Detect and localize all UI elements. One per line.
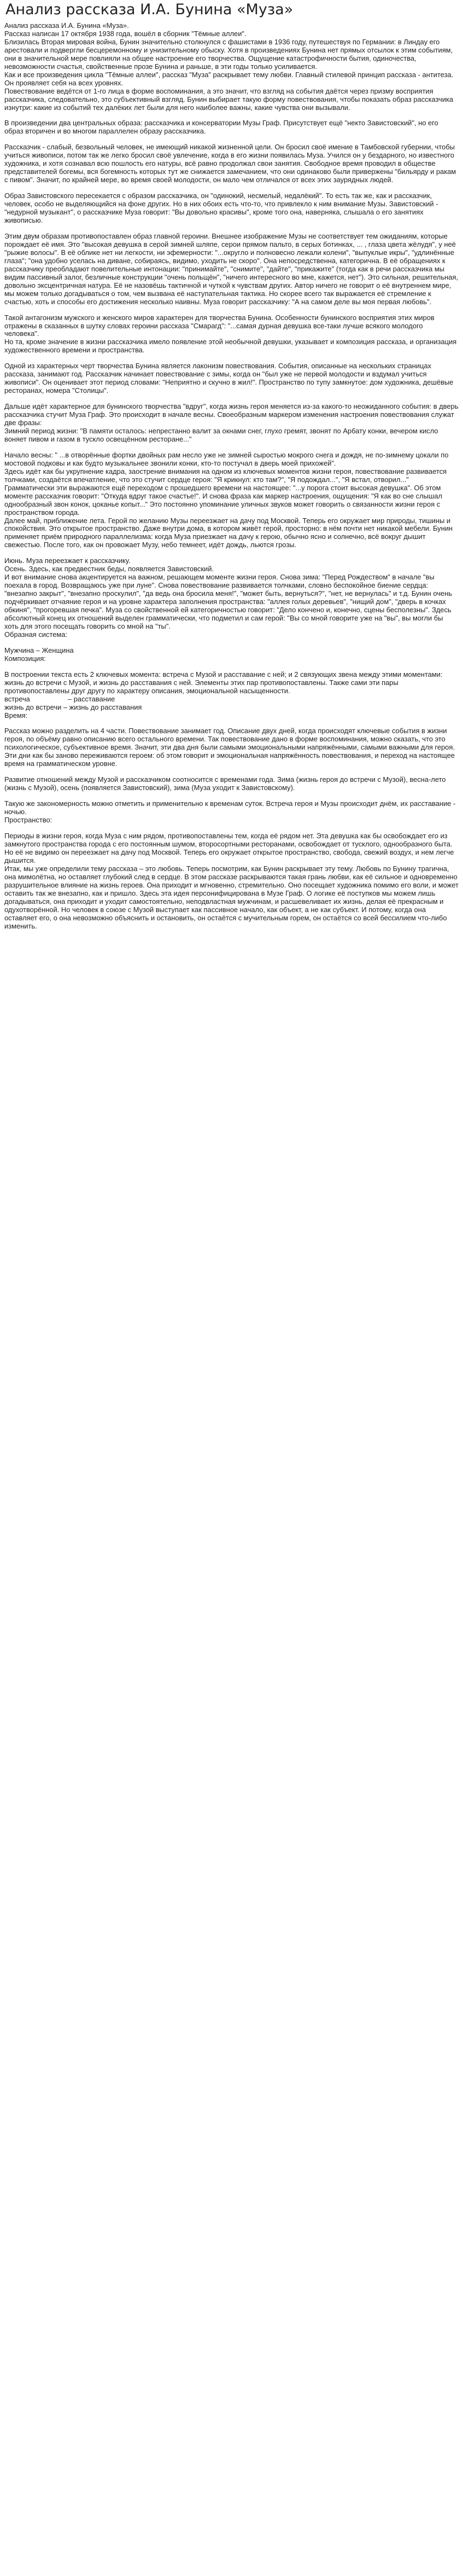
paragraph bbox=[4, 233, 459, 306]
text-line: жизнь до встречи – жизнь до расставания bbox=[4, 703, 142, 711]
text-line: Образ Завистовского пересекается с образом рассказчика, он "одинокий, несмелый, недалёкий". То есть так же, как и рассказчик, человек, особо не выделяющийся на фоне других. Но в них обоих есть что-то, что привлекло к ним внимание Музы. Завистовский - "недурной музыкант", о рассказчике Муза говорит: "Вы довольно красивы", кроме того она, наверняка, слышала о его занятиях живописью. bbox=[4, 192, 438, 225]
paragraph bbox=[4, 557, 459, 639]
article-body bbox=[4, 22, 459, 930]
text-line: Дальше идёт характерное для бунинского творчества "вдруг", когда жизнь героя меняется из-за какого-то неожиданного события: в дверь рассказчика стучит Муза Граф. Это происходит в начале весны. Своеобразным маркером изменения настроения повествования служат две фразы: bbox=[4, 402, 459, 427]
text-line: Осень. Здесь, как предвестник беды, появляется Завистовский. bbox=[4, 565, 214, 573]
text-line: Анализ рассказа И.А. Бунина «Муза». bbox=[4, 21, 129, 30]
text-line: Итак, мы уже определили тему рассказа – это любовь. Теперь посмотрим, как Бунин раскрывает эту тему. Любовь по Бунину трагична, она мимолётна, но оставляет глубокий след в сердце. В этом рассказе раскрываются такая грань любви, как её сильное и одновременно разрушительное влияние на жизнь героев. Она приходит и мгновенно, стремительно. Оно посещает художника помимо его воли, и может оставить так же внезапно, как и пришло. Здесь эта идея персонифицирована в Музе Граф. О логике её поступков мы можем лишь догадываться, она приходит и уходит самостоятельно, неподвластная мужчинам, и расшевеливает их жизнь, делая её прекрасным и одухотворённой. Но человек в союзе с Музой выступает как пассивное начало, как объект, а не как субъект. И потому, когда она оставляет его, о она невозможно объяснить и остановить, он остаётся с мучительным горем, он остаётся со всей бессилием что-либо изменить. bbox=[4, 864, 459, 930]
text-line: Этим двум образам противопоставлен образ главной героини. Внешнее изображение Музы не соответствует тем ожиданиям, которые порождает её имя. Это "высокая девушка в серой зимней шляпе, серои прямом пальто, в серых ботинках, ... , глаза цвета жёлудя", у неё "рыжие волосы". В её облике нет ни легкости, ни эфемерности: "...округло и полновесно лежали колени", "выпуклые икры", "удлинённые глаза"; "она удобно уселась на диване, собираясь, видимо, уходить не скоро". Она непосредственна, категорична. В её обращениях к рассказчику преобладают повелительные интонации: "принимайте", "снимите", "дайте", "прикажите" (тогда как в речи рассказчика мы видим пассивный залог, безличные конструкции "очень польщён", "ничего интересного во мне, кажется, нет"). Это сильная, решительная, довольно эксцентричная натура. Её не назовёшь тактичной и чуткой к чувствам других. Автор ничего не говорит о её внутреннем мире, мы можем только догадываться о том, чем вызвана её наступательная тактика. Но скорее всего так выражается её стремление к счастью, хоть и способы его достижения несколько наивны. Муза говорит рассказчику: "А на самом деле вы моя первая любовь". bbox=[4, 231, 458, 306]
paragraph bbox=[4, 451, 459, 549]
text-line: Рассказ написан 17 октября 1938 года, вошёл в сборник "Тёмные аллеи". bbox=[4, 29, 247, 38]
text-line: И вот внимание снова акцентируется на важном, решающем моменте жизни героя. Снова зима: "Перед Рождеством" в начале "вы поехала в город. Возвращаюсь уже при луне". Снова повествование развивается толчками, словно беспокойное биение сердца: "внезапно закрыт", "внезапно проскулил", "да ведь она бросила меня!", "может быть, вернуться?", "нет, не вернулась" и т.д. Бунин очень подчёркивает отчаяние героя и на уровне характера заполнения пространства: "аллея голых деревьев", "нищий дом", "дверь в кочках обкиня", "прогоревшая печка". Муза со свойственной ей категоричностью говорит: "Дело кончено и, конечно, сцены бесполезны". Здесь абсолютный конец их отношений выделен грамматически, что подметил и сам герой: "Вы со мной говорите уже на "вы", вы могли бы хоть для этого посещать говорить со мной на "ты". bbox=[4, 573, 452, 630]
text-line: Периоды в жизни героя, когда Муза с ним рядом, противопоставлены тем, когда её рядом нет. Эта девушка как бы освобождает его из замкнутого пространства города с его постоянным шумом, второсортными ресторанами, освобождает от тусклого, однообразного быта. Но её не видимо он переезжает на дачу под Москвой. Теперь его окружает открытое пространство, свобода, свежий воздух, и нем легче дышится. bbox=[4, 832, 454, 865]
text-line: В построении текста есть 2 ключевых момента: встреча с Музой и расставание с ней; и 2 связующих звена между этими моментами: жизнь до встречи с Музой, и жизнь до расставания с ней. Элементы этих пар противопоставлены. Также сами эти пары противопоставлены друг другу по характеру описания, эмоциональной насыщенности. bbox=[4, 670, 443, 695]
text-line: встреча – расставание bbox=[4, 694, 115, 703]
paragraph bbox=[4, 119, 459, 136]
text-line: В произведении два центральных образа: рассказчика и консерватории Музы Граф. Присутствует ещё "некто Завистовский", но его образ вторичен и во многом параллелен образу рассказчика. bbox=[4, 119, 438, 136]
text-line: Такой антагонизм мужского и женского миров характерен для творчества Бунина. Особенности бунинского восприятия этих миров отражены в сказанных в шутку словах героини рассказа "Смарагд": "...самая дурная девушка все-таки лучше всякого молодого человека". bbox=[4, 313, 435, 338]
text-line: Но та, кроме значение в жизни рассказчика имело появление этой необычной девушки, указывает и композиция рассказа, и организация художественного времени и пространства. bbox=[4, 338, 457, 355]
text-line: Как и все произведения цикла "Тёмные аллеи", рассказ "Муза" раскрывает тему любви. Главный стилевой принцип рассказа - антитеза. Он проявляет себя на всех уровнях. bbox=[4, 70, 454, 87]
text-line: Июнь. Муза переезжает к рассказчику. bbox=[4, 556, 131, 565]
text-line: Далее май, приближение лета. Герой по желанию Музы переезжает на дачу под Москвой. Теперь его окружает мир природы, тишины и спокойствия. Это открытое пространство. Даже внутри дома, в котором живёт герой, просторно: в нём почти нет никакой мебели. Бунин применяет приём природного параллелизма: когда Муза приезжает на дачу к герою, обычно ясно и солнечно, всё вокруг дышит свежестью. После того, как он провожает Музу, небо темнеет, идёт дождь, льются грозы. bbox=[4, 516, 453, 549]
article bbox=[0, 0, 463, 930]
text-line: Развитие отношений между Музой и рассказчиком соотносится с временами года. Зима (жизнь героя до встречи с Музой), весна-лето (жизнь с Музой), осень (появляется Завистовский), зима (Муза уходит к Завистовскому). bbox=[4, 775, 446, 792]
text-line: Рассказчик - слабый, безвольный человек, не имеющий никакой жизненной цели. Он бросил своё имение в Тамбовской губернии, чтобы учиться живописи, потом так же легко бросил своё увлечение, когда в его жизни появилась Муза. Учился он у бездарного, но известного художника, и хотя сознавал всю пошлость его натуры, всё равно продолжал свои занятия. Свободное время проводил в обществе представителей богемы, вся богемность которых тут же снижается замечанием, что они одинаково были привержены "бильярду и ракам с пивом". Значит, по крайней мере, во время своей молодости, он мало чем отличался от всех этих заурядных людей. bbox=[4, 143, 456, 184]
paragraph bbox=[4, 143, 459, 184]
text-line: Композиция: bbox=[4, 654, 46, 663]
paragraph bbox=[4, 727, 459, 768]
text-line: Пространство: bbox=[4, 816, 52, 825]
paragraph bbox=[4, 22, 459, 112]
paragraph bbox=[4, 403, 459, 444]
paragraph bbox=[4, 776, 459, 792]
text-line: Здесь идёт как бы укрупнение кадра, заострение внимания на одном из ключевых моментов жизни героя, повествование развивается толчками, создаётся впечатление, что это стучит сердце героя: "Я крикнул: кто там?", "Я подождал...", "Я встал, отворил..." Грамматически эти выражаются ещё переходом с прошедшего времени на настоящее: "...у порога стоит высокая девушка". Об этом моменте рассказчик говорит: "Откуда вдруг такое счастье!". И снова фраза как маркер настроения, ощущения: "Я как во сне слышал однообразный звон конок, цоканье копыт..." Это постоянно упоминание уличных звуков может говорить о связанности жизни героя с пространством города. bbox=[4, 467, 447, 517]
text-line: Мужчина – Женщина bbox=[4, 646, 74, 654]
text-line: Такую же закономерность можно отметить и применительно к временам суток. Встреча героя и Музы происходит днём, их расставание - ночью. bbox=[4, 799, 456, 816]
paragraph bbox=[4, 832, 459, 930]
text-line: Начало весны: " ...в отворённые фортки двойных рам несло уже не зимней сыростью мокрого снега и дождя, не по-зимнему цокали по мостовой подковы и как будто музыкальнее звонили конки, кто-то постучал в дверь моей прихожей". bbox=[4, 450, 449, 467]
paragraph bbox=[4, 800, 459, 825]
text-line: Одной из характерных черт творчества Бунина является лаконизм повествования. События, описанные на нескольких страницах рассказа, занимают год. Рассказчик начинает повествование с зимы, когда он "был уже не первой молодости и вздумал учиться живописи". Он оценивает этот период словами: "Неприятно и скучно в жил!". Пространство по тупу замкнутое: дом художника, дешёвые ресторанах, номера "Столицы". bbox=[4, 362, 454, 395]
paragraph bbox=[4, 192, 459, 225]
paragraph bbox=[4, 362, 459, 395]
paragraph bbox=[4, 314, 459, 355]
text-line: Зимний период жизни: "В памяти осталось: непрестанно валит за окнами снег, глухо гремят, звонят по Арбату конки, вечером кисло воняет пивом и газом в тускло освещённом ресторане..." bbox=[4, 426, 438, 443]
paragraph bbox=[4, 647, 459, 663]
text-line: Образная система: bbox=[4, 630, 67, 639]
paragraph bbox=[4, 671, 459, 720]
text-line: Время: bbox=[4, 711, 28, 720]
text-line: Повествование ведётся от 1-го лица в форме воспоминания, а это значит, что взгляд на события даётся через призму восприятия рассказчика, следовательно, это субъективный взгляд. Бунин выбирает такую форму повествования, чтобы показать образ рассказчика изнутри: какие из событий тех далёких лет были для него наиболее важны, какие чувства они вызывали. bbox=[4, 86, 454, 112]
page-title: Анализ рассказа И.А. Бунина «Муза» bbox=[5, 1, 294, 18]
text-line: Рассказ можно разделить на 4 части. Повествование занимает год. Описание двух дней, когда происходят ключевые события в жизни героя, по объёму равно описанию всего остального времени. Так повествование дано в форме воспоминания, можно сказать, что это психологическое, субъективное время. Значит, эти два дня были самыми эмоциональными напряжёнными, самыми важными для героя. Эти дни как бы заново переживаются героем: об этом говорит и эмоциональная напряжённость повествования, и переход на настоящее время на грамматическом уровне. bbox=[4, 727, 455, 768]
text-line: Близилась Вторая мировая война, Бунин значительно столкнулся с фашистами в 1936 году, путешествуя по Германии: в Линдау его арестовали и подвергли бесцеремонному и унизительному обыску. Хотя в произведениях Бунина нет прямых отсылок к этим событиям, они в значительной мере повлияли на общее настроение его творчества. Ощущение катастрофичности бытия, одиночества, невозможности счастья, свойственные прозе Бунина и раньше, в эти годы только усиливается. bbox=[4, 37, 453, 71]
